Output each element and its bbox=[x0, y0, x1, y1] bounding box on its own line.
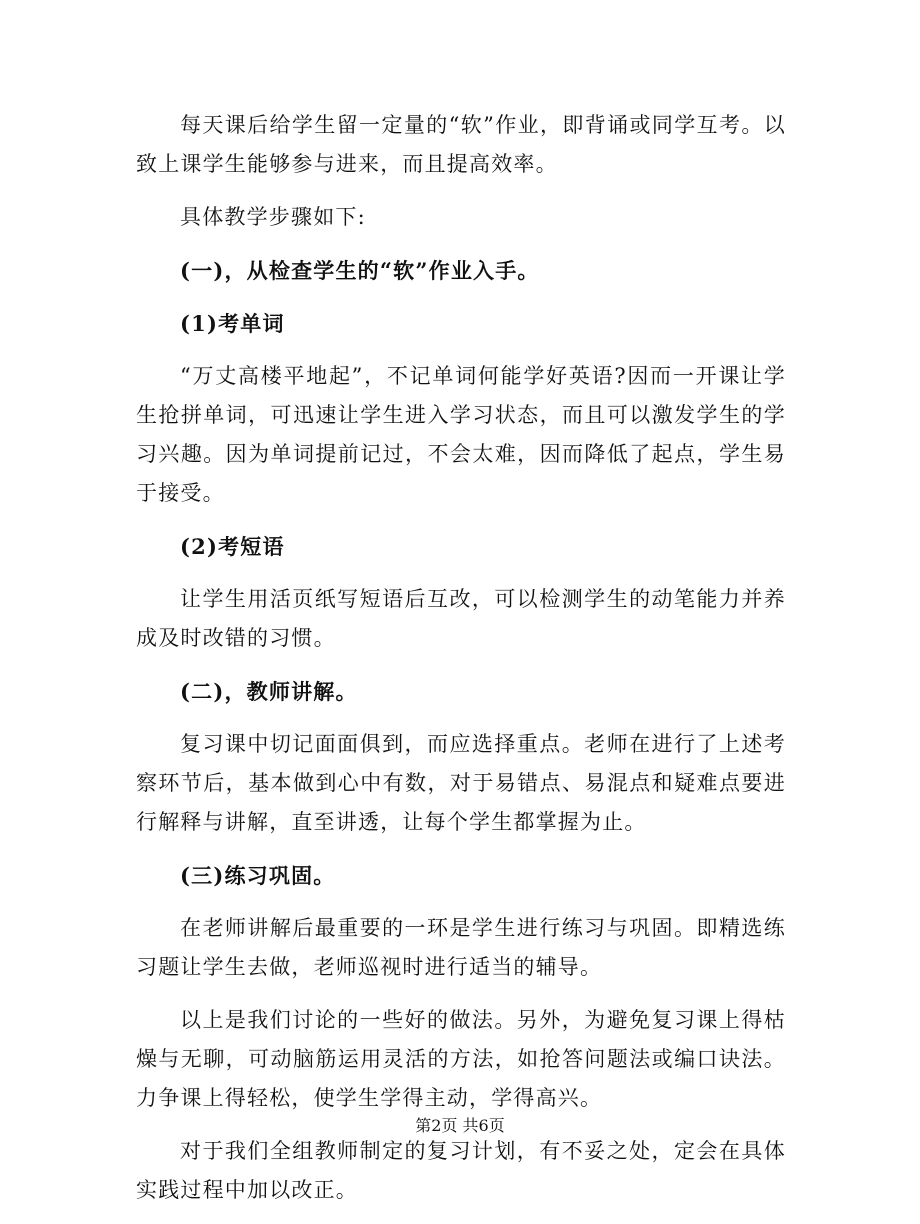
heading-step-two: (二)，教师讲解。 bbox=[180, 679, 358, 704]
heading-step-one: (一)，从检查学生的“软”作业入手。 bbox=[180, 258, 540, 283]
paragraph-vocabulary: “万丈高楼平地起”，不记单词何能学好英语?因而一开课让学生抢拼单词，可迅速让学生进入学习状态，而且可以激发学生的学习兴趣。因为单词提前记过，不会太难，因而降低了起点，学生易于接受。 bbox=[136, 364, 786, 505]
heading-step-three: (三)练习巩固。 bbox=[180, 863, 336, 888]
paragraph-explanation: 复习课中切记面面俱到，而应选择重点。老师在进行了上述考察环节后，基本做到心中有数，对于易错点、易混点和疑难点要进行解释与讲解，直至讲透，让每个学生都掌握为止。 bbox=[136, 732, 786, 834]
document-body bbox=[136, 106, 786, 1224]
paragraph-phrases: 让学生用活页纸写短语后互改，可以检测学生的动笔能力并养成及时改错的习惯。 bbox=[136, 587, 786, 650]
paragraph-steps-intro: 具体教学步骤如下: bbox=[180, 205, 366, 229]
heading-phrases: (2)考短语 bbox=[180, 534, 285, 559]
paragraph-conclusion: 对于我们全组教师制定的复习计划，有不妥之处，定会在具体实践过程中加以改正。 bbox=[136, 1139, 786, 1202]
heading-vocabulary: (1)考单词 bbox=[180, 311, 285, 336]
paragraph-methods: 以上是我们讨论的一些好的做法。另外，为避免复习课上得枯燥与无聊，可动脑筋运用灵活的方法，如抢答问题法或编口诀法。力争课上得轻松，使学生学得主动，学得高兴。 bbox=[136, 1008, 786, 1110]
page-number: 第2页 共6页 bbox=[415, 1116, 505, 1135]
paragraph-practice: 在老师讲解后最重要的一环是学生进行练习与巩固。即精选练习题让学生去做，老师巡视时进行适当的辅导。 bbox=[136, 916, 786, 979]
paragraph-homework: 每天课后给学生留一定量的“软”作业，即背诵或同学互考。以致上课学生能够参与进来，而且提高效率。 bbox=[136, 113, 786, 176]
